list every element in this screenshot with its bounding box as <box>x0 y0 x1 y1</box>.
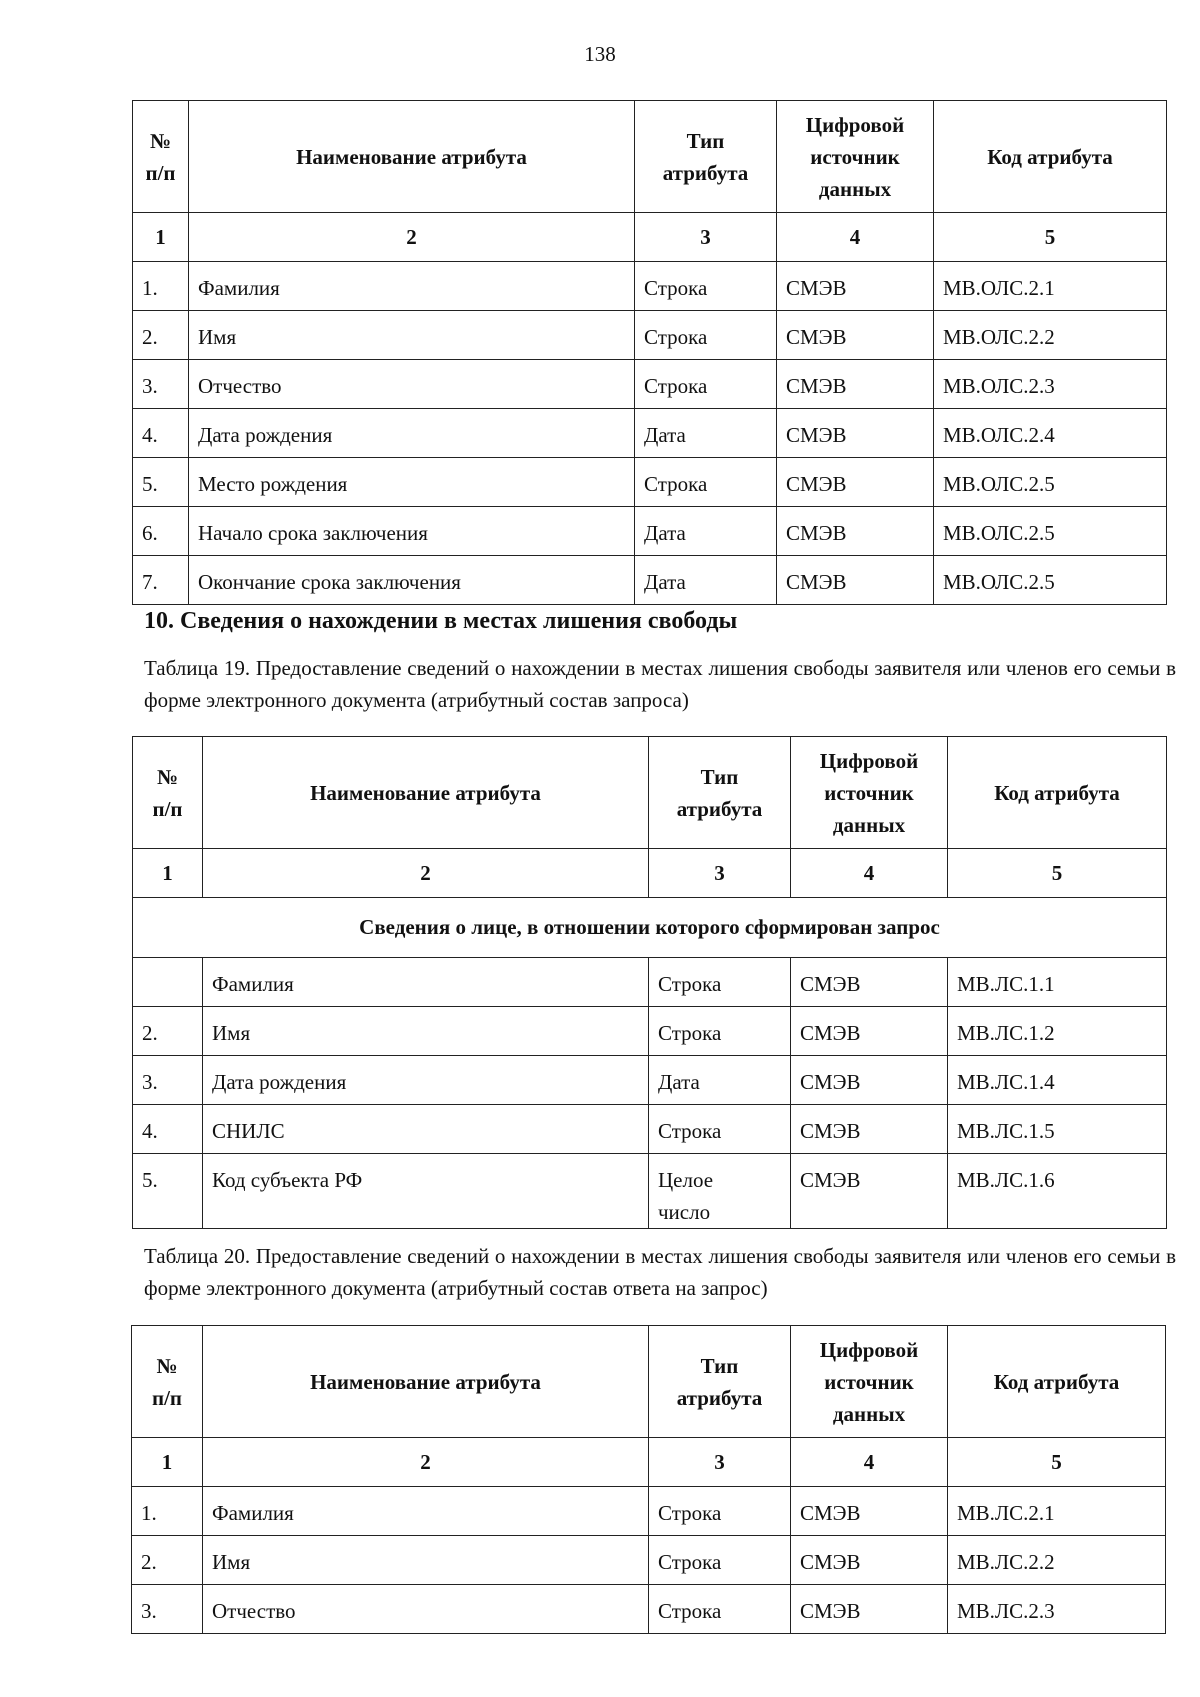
cell-num: 1. <box>133 262 189 311</box>
cell-code: МВ.ЛС.1.5 <box>948 1105 1167 1154</box>
table-row <box>132 1487 1166 1536</box>
header-num: № п/п <box>132 1326 203 1438</box>
cell-code: МВ.ЛС.2.3 <box>948 1585 1166 1634</box>
cell-code: МВ.ОЛС.2.5 <box>934 556 1167 605</box>
cell-type: Дата <box>635 556 777 605</box>
table-row <box>133 556 1167 605</box>
group-label: Сведения о лице, в отношении которого сформирован запрос <box>133 898 1167 958</box>
table-row <box>133 262 1167 311</box>
cell-name: Начало срока заключения <box>189 507 635 556</box>
header-row <box>133 737 1167 849</box>
header-source: Цифровой источник данных <box>777 101 934 213</box>
cell-num <box>133 958 203 1007</box>
column-number: 1 <box>132 1438 203 1487</box>
cell-type: Строка <box>649 1536 791 1585</box>
table-row <box>133 958 1167 1007</box>
column-number: 2 <box>203 1438 649 1487</box>
table-row <box>133 1056 1167 1105</box>
table-row <box>132 1536 1166 1585</box>
cell-name: Код субъекта РФ <box>203 1154 649 1229</box>
cell-code: МВ.ОЛС.2.3 <box>934 360 1167 409</box>
cell-source: СМЭВ <box>791 1056 948 1105</box>
column-number: 2 <box>203 849 649 898</box>
cell-source: СМЭВ <box>777 458 934 507</box>
cell-code: МВ.ОЛС.2.1 <box>934 262 1167 311</box>
cell-num: 2. <box>133 1007 203 1056</box>
header-code: Код атрибута <box>948 737 1167 849</box>
cell-code: МВ.ЛС.1.6 <box>948 1154 1167 1229</box>
cell-name: Имя <box>189 311 635 360</box>
cell-name: Дата рождения <box>189 409 635 458</box>
cell-num: 3. <box>133 1056 203 1105</box>
cell-code: МВ.ЛС.2.1 <box>948 1487 1166 1536</box>
cell-code: МВ.ОЛС.2.2 <box>934 311 1167 360</box>
table-row <box>133 507 1167 556</box>
header-source: Цифровой источник данных <box>791 737 948 849</box>
column-number: 1 <box>133 213 189 262</box>
cell-type: Строка <box>635 262 777 311</box>
header-name: Наименование атрибута <box>203 1326 649 1438</box>
cell-source: СМЭВ <box>791 1154 948 1229</box>
header-type: Тип атрибута <box>649 1326 791 1438</box>
header-source: Цифровой источник данных <box>791 1326 948 1438</box>
header-row <box>132 1326 1166 1438</box>
column-number: 4 <box>791 849 948 898</box>
cell-num: 5. <box>133 1154 203 1229</box>
cell-source: СМЭВ <box>791 1536 948 1585</box>
cell-code: МВ.ЛС.1.2 <box>948 1007 1167 1056</box>
cell-source: СМЭВ <box>777 311 934 360</box>
column-number: 4 <box>777 213 934 262</box>
cell-source: СМЭВ <box>791 1585 948 1634</box>
column-number: 5 <box>948 1438 1166 1487</box>
table-20-caption: Таблица 20. Предоставление сведений о нахождении в местах лишения свободы заявителя или членов его семьи в форме электронного документа (атрибутный состав ответа на запрос) <box>144 1244 1176 1300</box>
cell-num: 7. <box>133 556 189 605</box>
header-name: Наименование атрибута <box>189 101 635 213</box>
column-number: 2 <box>189 213 635 262</box>
cell-type: Строка <box>635 311 777 360</box>
cell-name: Отчество <box>189 360 635 409</box>
cell-num: 2. <box>133 311 189 360</box>
header-code: Код атрибута <box>934 101 1167 213</box>
header-type: Тип атрибута <box>649 737 791 849</box>
cell-code: МВ.ЛС.1.1 <box>948 958 1167 1007</box>
cell-type: Целое число <box>649 1154 791 1229</box>
cell-name: Место рождения <box>189 458 635 507</box>
table-row <box>132 1585 1166 1634</box>
page-number: 138 <box>584 42 616 66</box>
cell-num: 6. <box>133 507 189 556</box>
cell-num: 1. <box>132 1487 203 1536</box>
header-row <box>133 101 1167 213</box>
cell-type: Дата <box>635 409 777 458</box>
table-row <box>133 1105 1167 1154</box>
cell-code: МВ.ОЛС.2.5 <box>934 507 1167 556</box>
attributes-table-20 <box>131 1325 1166 1634</box>
header-num: № п/п <box>133 101 189 213</box>
column-numbers-row <box>133 213 1167 262</box>
cell-name: СНИЛС <box>203 1105 649 1154</box>
column-number: 3 <box>635 213 777 262</box>
cell-code: МВ.ОЛС.2.5 <box>934 458 1167 507</box>
cell-name: Фамилия <box>203 958 649 1007</box>
cell-name: Фамилия <box>189 262 635 311</box>
column-number: 1 <box>133 849 203 898</box>
column-number: 5 <box>948 849 1167 898</box>
attributes-table-19 <box>132 736 1167 1229</box>
cell-name: Отчество <box>203 1585 649 1634</box>
cell-type: Строка <box>649 1105 791 1154</box>
attributes-table-1 <box>132 100 1167 605</box>
table-19-caption: Таблица 19. Предоставление сведений о нахождении в местах лишения свободы заявителя или членов его семьи в форме электронного документа (атрибутный состав запроса) <box>144 656 1176 712</box>
cell-num: 2. <box>132 1536 203 1585</box>
header-type: Тип атрибута <box>635 101 777 213</box>
cell-source: СМЭВ <box>791 1105 948 1154</box>
header-num: № п/п <box>133 737 203 849</box>
table-row <box>133 1154 1167 1229</box>
cell-name: Фамилия <box>203 1487 649 1536</box>
table-row <box>133 458 1167 507</box>
column-number: 3 <box>649 849 791 898</box>
cell-type: Строка <box>635 458 777 507</box>
cell-source: СМЭВ <box>777 409 934 458</box>
cell-type: Строка <box>635 360 777 409</box>
cell-num: 5. <box>133 458 189 507</box>
column-number: 3 <box>649 1438 791 1487</box>
table-row <box>133 360 1167 409</box>
column-number: 4 <box>791 1438 948 1487</box>
cell-source: СМЭВ <box>777 556 934 605</box>
column-numbers-row <box>133 849 1167 898</box>
cell-source: СМЭВ <box>777 360 934 409</box>
cell-name: Дата рождения <box>203 1056 649 1105</box>
cell-num: 3. <box>133 360 189 409</box>
cell-code: МВ.ЛС.2.2 <box>948 1536 1166 1585</box>
cell-type: Строка <box>649 958 791 1007</box>
cell-source: СМЭВ <box>777 262 934 311</box>
cell-type: Строка <box>649 1487 791 1536</box>
cell-type: Дата <box>649 1056 791 1105</box>
cell-source: СМЭВ <box>791 1007 948 1056</box>
header-code: Код атрибута <box>948 1326 1166 1438</box>
column-number: 5 <box>934 213 1167 262</box>
table-row <box>133 409 1167 458</box>
table-row <box>133 311 1167 360</box>
cell-type: Строка <box>649 1007 791 1056</box>
group-row <box>133 898 1167 958</box>
cell-type: Дата <box>635 507 777 556</box>
cell-type: Строка <box>649 1585 791 1634</box>
cell-code: МВ.ЛС.1.4 <box>948 1056 1167 1105</box>
cell-num: 4. <box>133 1105 203 1154</box>
cell-source: СМЭВ <box>791 1487 948 1536</box>
cell-name: Окончание срока заключения <box>189 556 635 605</box>
header-name: Наименование атрибута <box>203 737 649 849</box>
section-heading: 10. Сведения о нахождении в местах лишения свободы <box>144 608 738 634</box>
cell-source: СМЭВ <box>777 507 934 556</box>
cell-name: Имя <box>203 1007 649 1056</box>
cell-name: Имя <box>203 1536 649 1585</box>
cell-source: СМЭВ <box>791 958 948 1007</box>
cell-code: МВ.ОЛС.2.4 <box>934 409 1167 458</box>
table-row <box>133 1007 1167 1056</box>
column-numbers-row <box>132 1438 1166 1487</box>
cell-num: 4. <box>133 409 189 458</box>
cell-num: 3. <box>132 1585 203 1634</box>
